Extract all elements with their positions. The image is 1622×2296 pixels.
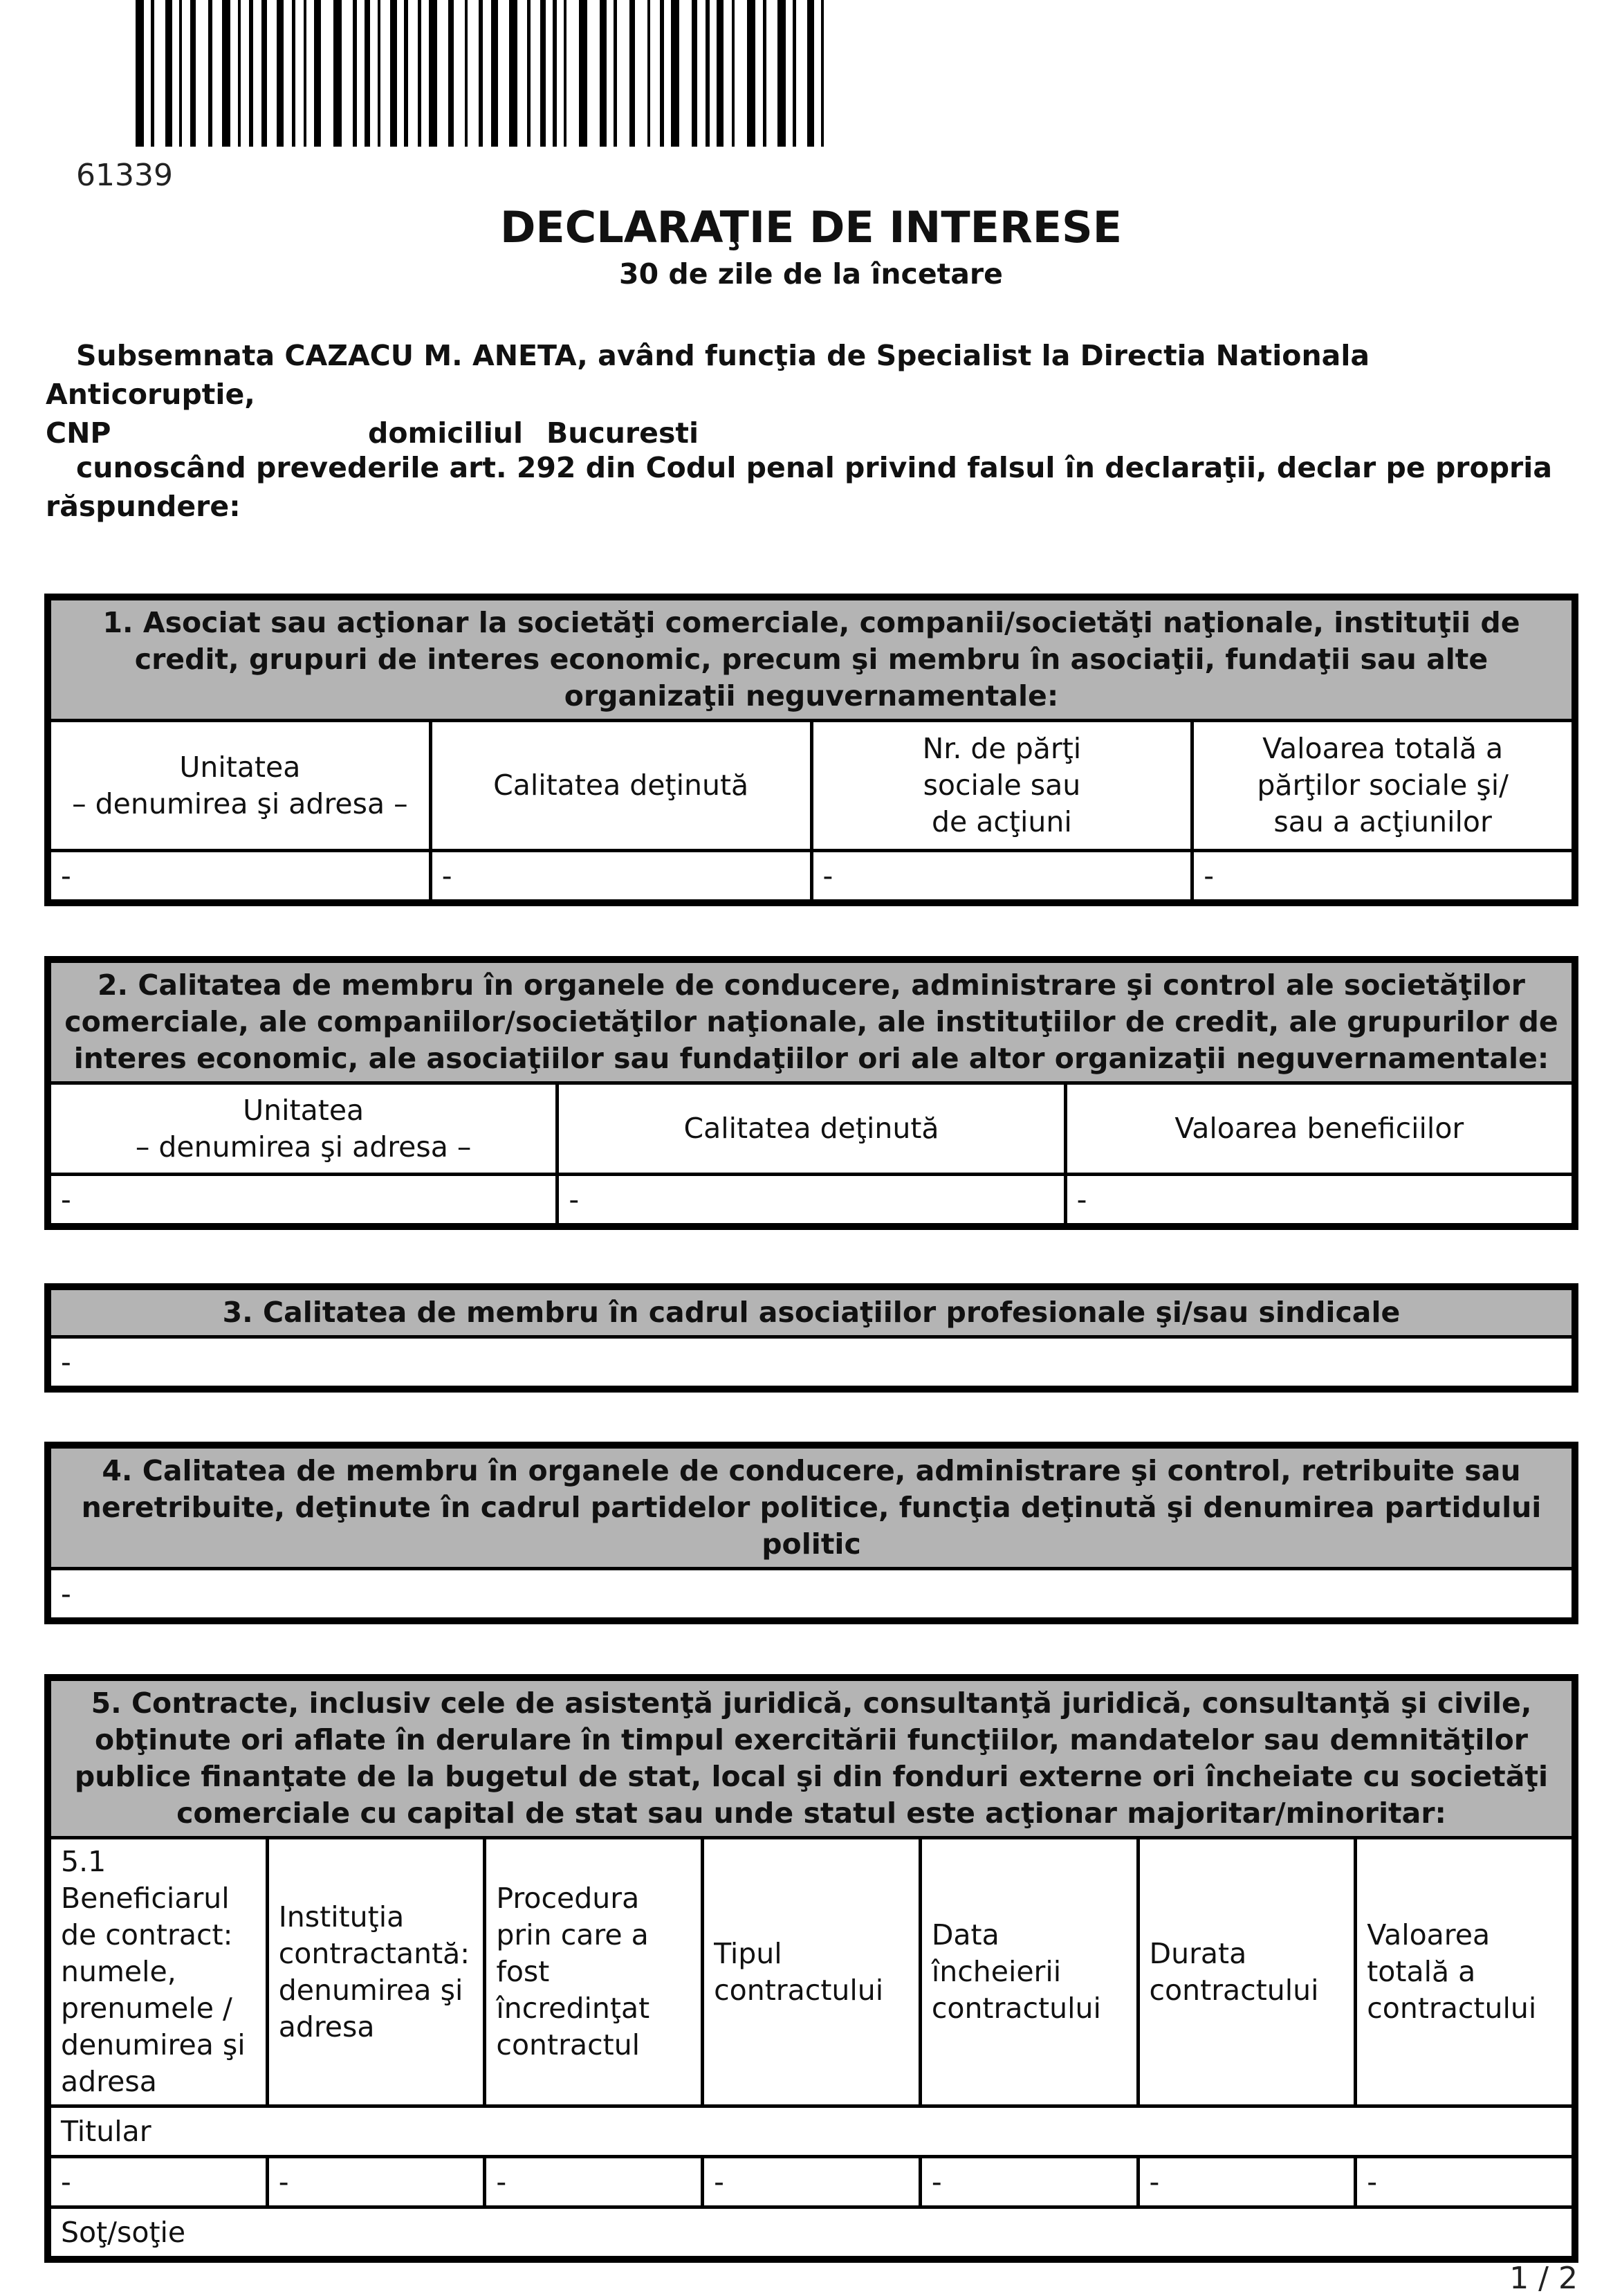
barcode-bar <box>404 0 408 147</box>
column-header: Nr. de părţi sociale sau de acţiuni <box>811 721 1192 851</box>
table-cell: - <box>50 1569 1574 1619</box>
barcode-bar <box>418 0 421 147</box>
barcode-bar <box>717 0 724 147</box>
table-cell: - <box>485 2157 703 2207</box>
barcode-bar <box>261 0 267 147</box>
barcode-bar <box>378 0 380 147</box>
barcode-bar <box>732 0 735 147</box>
section-2-title: 2. Calitatea de membru în organele de conducere, administrare şi control ale societăţilor comerciale, ale companiilor/societăţilor naţionale, ale instituţiilor de credit, ale grupurilor de interes economic, ale asociaţiilor sau fundaţiilor ori ale altor organizaţii neguvernamentale: <box>50 962 1574 1083</box>
section-4-table <box>44 1442 1578 1624</box>
table-cell: - <box>1065 1175 1573 1225</box>
barcode-bar <box>179 0 182 147</box>
barcode-bar <box>208 0 212 147</box>
section-2-table <box>44 956 1578 1230</box>
table-cell: - <box>811 851 1192 901</box>
barcode-bar <box>629 0 635 147</box>
intro-paragraph <box>46 336 1574 452</box>
section-3-title: 3. Calitatea de membru în cadrul asociaţiilor profesionale şi/sau sindicale <box>50 1289 1574 1337</box>
table-cell: - <box>1138 2157 1356 2207</box>
column-header: Unitatea – denumirea şi adresa – <box>50 1083 557 1175</box>
section-1-title: 1. Asociat sau acţionar la societăţi comerciale, companii/societăţi naţionale, instituţii de credit, grupuri de interes economic, precum şi membru în asociaţii, fundaţii sau alte organizaţii neguvernamentale: <box>50 599 1574 721</box>
column-header: 5.1 Beneficiarul de contract: numele, prenumele / denumirea şi adresa <box>50 1838 268 2106</box>
table-cell: - <box>1356 2157 1574 2207</box>
column-header: Valoarea totală a părţilor sociale şi/ sau a acţiunilor <box>1192 721 1574 851</box>
barcode-number: 61339 <box>76 158 173 193</box>
barcode-bar <box>807 0 814 147</box>
barcode-bar <box>151 0 154 147</box>
table-cell: - <box>50 851 431 901</box>
section-5-title: 5. Contracte, inclusiv cele de asistenţă juridică, consultanţă juridică, consultanţă şi civile, obţinute ori aflate în derulare în timpul exercitării funcţiilor, mandatelor sau demnităţilor publice finanţate de la bugetul de stat, local şi din fonduri externe ori încheiate cu societăţi comerciale cu capital de stat sau unde statul este acţionar majoritar/minoritar: <box>50 1680 1574 1838</box>
cnp-label: CNP <box>46 416 111 450</box>
column-header: Calitatea deţinută <box>430 721 811 851</box>
barcode-bar <box>614 0 617 147</box>
barcode-bar <box>671 0 679 147</box>
barcode-bar <box>238 0 241 147</box>
barcode-bar <box>165 0 172 147</box>
barcode-bar <box>527 0 531 147</box>
barcode-bar <box>479 0 483 147</box>
barcode-bar <box>692 0 697 147</box>
intro-line: Subsemnata CAZACU M. ANETA, având funcţia de Specialist la Directia Nationala Anticoruptie, <box>46 339 1370 411</box>
document-subtitle: 30 de zile de la încetare <box>619 257 1003 291</box>
section-4-title: 4. Calitatea de membru în organele de conducere, administrare şi control, retribuite sau neretribuite, deţinute în cadrul partidelor politice, funcţia deţinută şi denumirea partidului politic <box>50 1447 1574 1569</box>
barcode-bar <box>600 0 607 147</box>
column-header: Tipul contractului <box>703 1838 921 2106</box>
city: Bucuresti <box>546 416 699 450</box>
column-header: Unitatea – denumirea şi adresa – <box>50 721 431 851</box>
barcode-bar <box>553 0 557 147</box>
column-header: Durata contractului <box>1138 1838 1356 2106</box>
barcode-bar <box>448 0 454 147</box>
barcode-bar <box>763 0 766 147</box>
table-cell: - <box>267 2157 485 2207</box>
barcode-bar <box>304 0 306 147</box>
barcode-bar <box>747 0 755 147</box>
barcode-bar <box>277 0 284 147</box>
barcode-bar <box>249 0 253 147</box>
declaration-paragraph <box>46 448 1574 526</box>
barcode-bar <box>793 0 796 147</box>
barcode-bar <box>136 0 144 147</box>
barcode-bar <box>390 0 397 147</box>
column-header: Valoarea totală a contractului <box>1356 1838 1574 2106</box>
barcode-bar <box>429 0 437 147</box>
column-header: Instituţia contractantă: denumirea şi adresa <box>267 1838 485 2106</box>
table-cell: - <box>703 2157 921 2207</box>
domicile-label: domiciliul <box>368 416 523 450</box>
table-cell: - <box>557 1175 1065 1225</box>
column-header: Calitatea deţinută <box>557 1083 1065 1175</box>
barcode-bar <box>491 0 498 147</box>
barcode-bar <box>465 0 468 147</box>
barcode-bar <box>314 0 321 147</box>
column-header: Data încheierii contractului <box>920 1838 1138 2106</box>
column-header: Procedura prin care a fost încredinţat contractul <box>485 1838 703 2106</box>
barcode-bar <box>660 0 664 147</box>
barcode-bar <box>353 0 357 147</box>
table-cell: - <box>50 2157 268 2207</box>
section-3-table <box>44 1283 1578 1393</box>
barcode-bar <box>333 0 342 147</box>
barcode-bar <box>540 0 546 147</box>
column-header: Valoarea beneficiilor <box>1065 1083 1573 1175</box>
table-cell: - <box>1192 851 1574 901</box>
barcode-bar <box>190 0 196 147</box>
table-cell: - <box>50 1337 1574 1388</box>
barcode-bar <box>564 0 566 147</box>
section-1-table <box>44 594 1578 906</box>
barcode-bar <box>706 0 710 147</box>
section-5-table <box>44 1674 1578 2263</box>
declaration-text: cunoscând prevederile art. 292 din Codul penal privind falsul în declaraţii, declar pe propria răspundere: <box>46 451 1552 523</box>
barcode-bar <box>647 0 650 147</box>
barcode-bar <box>222 0 230 147</box>
barcode-bar <box>777 0 786 147</box>
barcode-bar <box>292 0 295 147</box>
document-title: DECLARAŢIE DE INTERESE <box>499 202 1123 252</box>
barcode-bar <box>509 0 517 147</box>
table-cell: - <box>50 1175 557 1225</box>
table-cell: - <box>920 2157 1138 2207</box>
spouse-label: Soţ/soţie <box>50 2207 1574 2258</box>
titular-label: Titular <box>50 2106 1574 2157</box>
barcode-bar <box>821 0 824 147</box>
table-cell: - <box>430 851 811 901</box>
barcode-bar <box>365 0 370 147</box>
barcode <box>136 0 831 147</box>
page-number: 1 / 2 <box>1509 2261 1578 2296</box>
barcode-bar <box>579 0 587 147</box>
